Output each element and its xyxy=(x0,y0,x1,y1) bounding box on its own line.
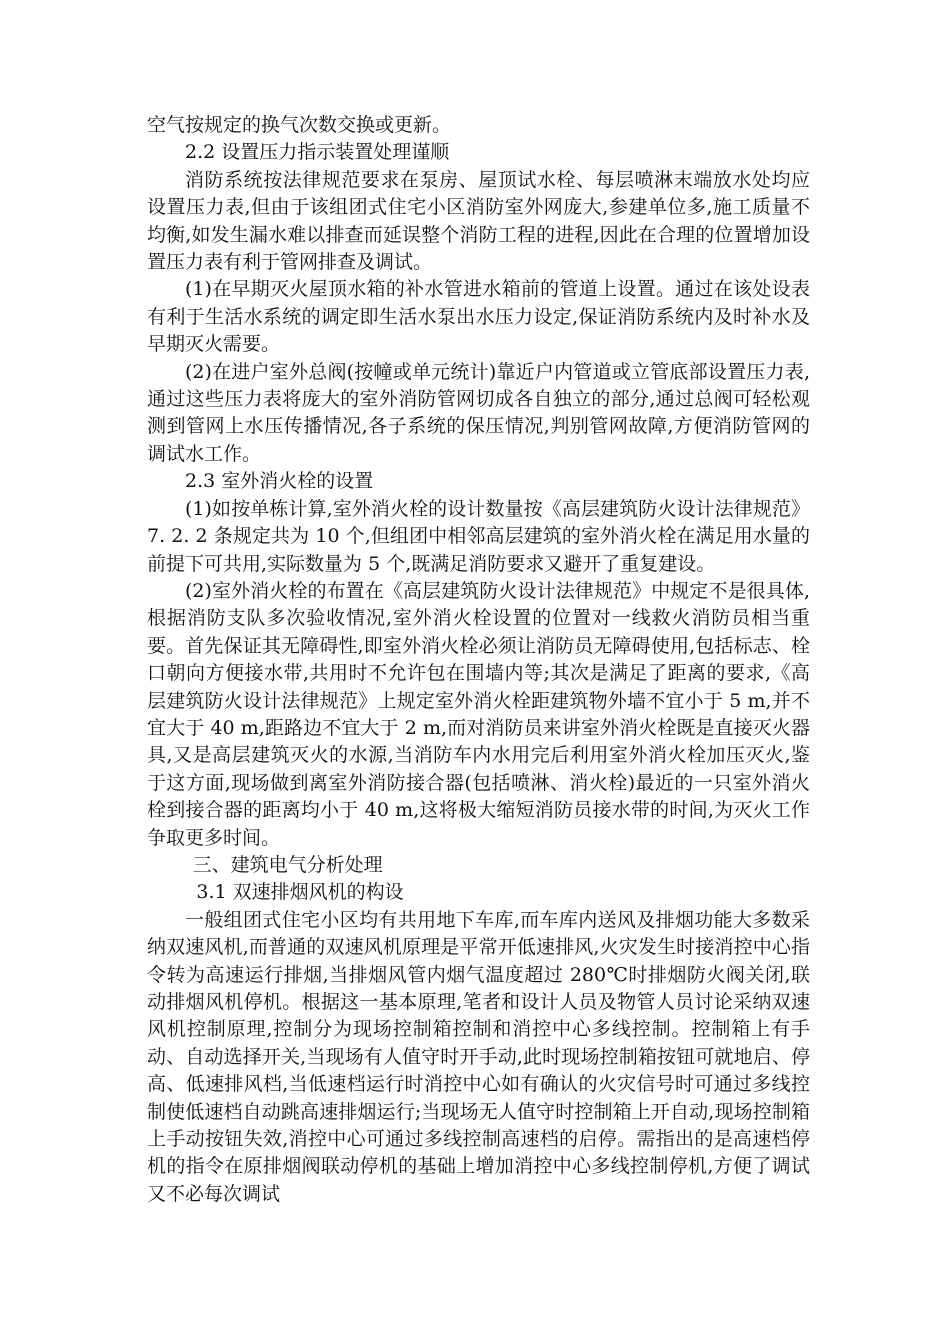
paragraph-hydrant-item-1: (1)如按单栋计算,室外消火栓的设计数量按《高层建筑防火设计法律规范》7. 2. 2 条规定共为 10 个,但组团中相邻高层建筑的室外消火栓在满足用水量的前提下可共用,实际数量为 5 个,既满足消防要求又避开了重复建设。 xyxy=(147,497,810,575)
section-heading-2-3: 2.3 室外消火栓的设置 xyxy=(185,470,374,493)
section-heading-2-2: 2.2 设置压力指示装置处理谨顺 xyxy=(185,141,450,164)
paragraph-pressure-gauges-intro: 消防系统按法律规范要求在泵房、屋顶试水栓、每层喷淋末端放水处均应设置压力表,但由于该组团式住宅小区消防室外网庞大,参建单位多,施工质量不均衡,如发生漏水难以排查而延误整个消防工程的进程,因此在合理的位置增加设置压力表有利于管网排查及调试。 xyxy=(147,168,810,274)
paragraph-continuation: 空气按规定的换气次数交换或更新。 xyxy=(147,114,452,136)
paragraph-pressure-item-2: (2)在进户室外总阀(按幢或单元统计)靠近户内管道或立管底部设置压力表,通过这些压力表将庞大的室外消防管网切成各自独立的部分,通过总阀可轻松观测到管网上水压传播情况,各子系统的保压情况,判别管网故障,方便消防管网的调试水工作。 xyxy=(147,360,810,465)
paragraph-pressure-item-1: (1)在早期灭火屋顶水箱的补水管进水箱前的管道上设置。通过在该处设表有利于生活水系统的调定即生活水泵出水压力设定,保证消防系统内及时补水及早期灭火需要。 xyxy=(147,278,810,356)
section-heading-3-1: 3.1 双速排烟风机的构设 xyxy=(196,881,404,904)
paragraph-smoke-fan: 一般组团式住宅小区均有共用地下车库,而车库内送风及排烟功能大多数采纳双速风机,而普通的双速风机原理是平常开低速排风,火灾发生时接消控中心指令转为高速运行排烟,当排烟风管内烟气温度超过 280℃时排烟防火阀关闭,联动排烟风机停机。根据这一基本原理,笔者和设计人员及物管人员讨论采纳双速风机控制原理,控制分为现场控制箱控制和消控中心多线控制。控制箱上有手动、自动选择开关,当现场有人值守时开手动,此时现场控制箱按钮可就地启、停高、低速排风档,当低速档运行时消控中心如有确认的火灾信号时可通过多线控制使低速档自动跳高速排烟运行;当现场无人值守时控制箱上开自动,现场控制箱上手动按钮失效,消控中心可通过多线控制高速档的启停。需指出的是高速档停机的指令在原排烟阀联动停机的基础上增加消控中心多线控制停机,方便了调试又不必每次调试 xyxy=(147,908,810,1205)
chapter-heading-3: 三、建筑电气分析处理 xyxy=(192,853,383,876)
paragraph-hydrant-item-2: (2)室外消火栓的布置在《高层建筑防火设计法律规范》中规定不是很具体,根据消防支队多次验收情况,室外消火栓设置的位置对一线救火消防员相当重要。首先保证其无障碍性,即室外消火栓必须让消防员无障碍使用,包括标志、栓口朝向方便接水带,共用时不允许包在围墙内等;其次是满足了距离的要求,《高层建筑防火设计法律规范》上规定室外消火栓距建筑物外墙不宜小于 5 m,并不宜大于 40 m,距路边不宜大于 2 m,而对消防员来讲室外消火栓既是直接灭火器具,又是高层建筑灭火的水源,当消防车内水用完后利用室外消火栓加压灭火,鉴于这方面,现场做到离室外消防接合器(包括喷淋、消火栓)最近的一只室外消火栓到接合器的距离均小于 40 m,这将极大缩短消防员接水带的时间,为灭火工作争取更多时间。 xyxy=(147,579,810,849)
